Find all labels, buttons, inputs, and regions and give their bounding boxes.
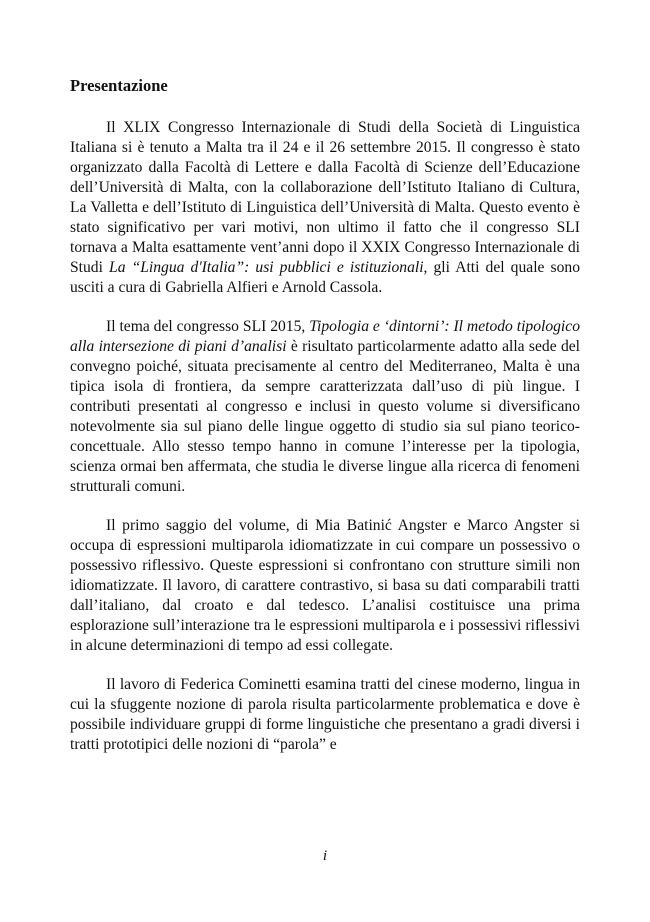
paragraph-text: Il lavoro di Federica Cominetti esamina tratti del cinese moderno, lingua in cui la sfuggente nozione di parola risulta particolarmente problematica e dove è possibile individuare gruppi di forme linguistiche che presentano a gradi diversi i tratti prototipici delle nozioni di “parola” e <box>70 676 580 753</box>
paragraph <box>70 317 580 497</box>
paragraph-text: Il XLIX Congresso Internazionale di Studi della Società di Linguistica Italiana si è tenuto a Malta tra il 24 e il 26 settembre 2015. Il congresso è stato organizzato dalla Facoltà di Lettere e dalla Facoltà di Scienze dell’Educazione dell’Università di Malta, con la collaborazione dell’Istituto Italiano di Cultura, La Valletta e dell’Istituto di Linguistica dell’Università di Malta. Questo evento è stato significativo per vari motivi, non ultimo il fatto che il congresso SLI tornava a Malta esattamente vent’anni dopo il XXIX Congresso Internazionale di Studi <box>70 119 580 276</box>
italic-text: Tipologia e ‘dintorni’: Il metodo tipologico alla intersezione di piani d’analisi <box>70 318 580 355</box>
paragraph <box>70 516 580 656</box>
paragraph <box>70 118 580 298</box>
paragraph-text: Il tema del congresso SLI 2015, <box>106 318 310 335</box>
page-number: i <box>322 848 328 864</box>
paragraph-text: è risultato particolarmente adatto alla sede del convegno poiché, situata precisamente al centro del Mediterraneo, Malta è una tipica isola di frontiera, da sempre caratterizzata dall’uso di più lingue. I contributi presentati al congresso e inclusi in questo volume si diversificano notevolmente sia sul piano delle lingue oggetto di studio sia sul piano teorico-concettuale. Allo stesso tempo hanno in comune l’interesse per la tipologia, scienza ormai ben affermata, che studia le diverse lingue alla ricerca di fenomeni strutturali comuni. <box>70 338 580 495</box>
section-heading: Presentazione <box>70 76 168 95</box>
paragraph <box>70 675 580 755</box>
paragraph-text: , gli Atti del quale sono usciti a cura di Gabriella Alfieri e Arnold Cassola. <box>70 259 580 296</box>
body-text <box>70 118 580 755</box>
paragraph-text: Il primo saggio del volume, di Mia Batinić Angster e Marco Angster si occupa di espressioni multiparola idiomatizzate in cui compare un possessivo o possessivo riflessivo. Queste espressioni si confrontano con strutture simili non idiomatizzate. Il lavoro, di carattere contrastivo, si basa su dati comparabili tratti dall’italiano, dal croato e dal tedesco. L’analisi costituisce una prima esplorazione sull’interazione tra le espressioni multiparola e i possessivi riflessivi in alcune determinazioni di tempo ad essi collegate. <box>70 517 580 654</box>
document-page <box>70 76 580 774</box>
italic-text: La “Lingua d'Italia”: usi pubblici e istituzionali <box>109 259 424 276</box>
